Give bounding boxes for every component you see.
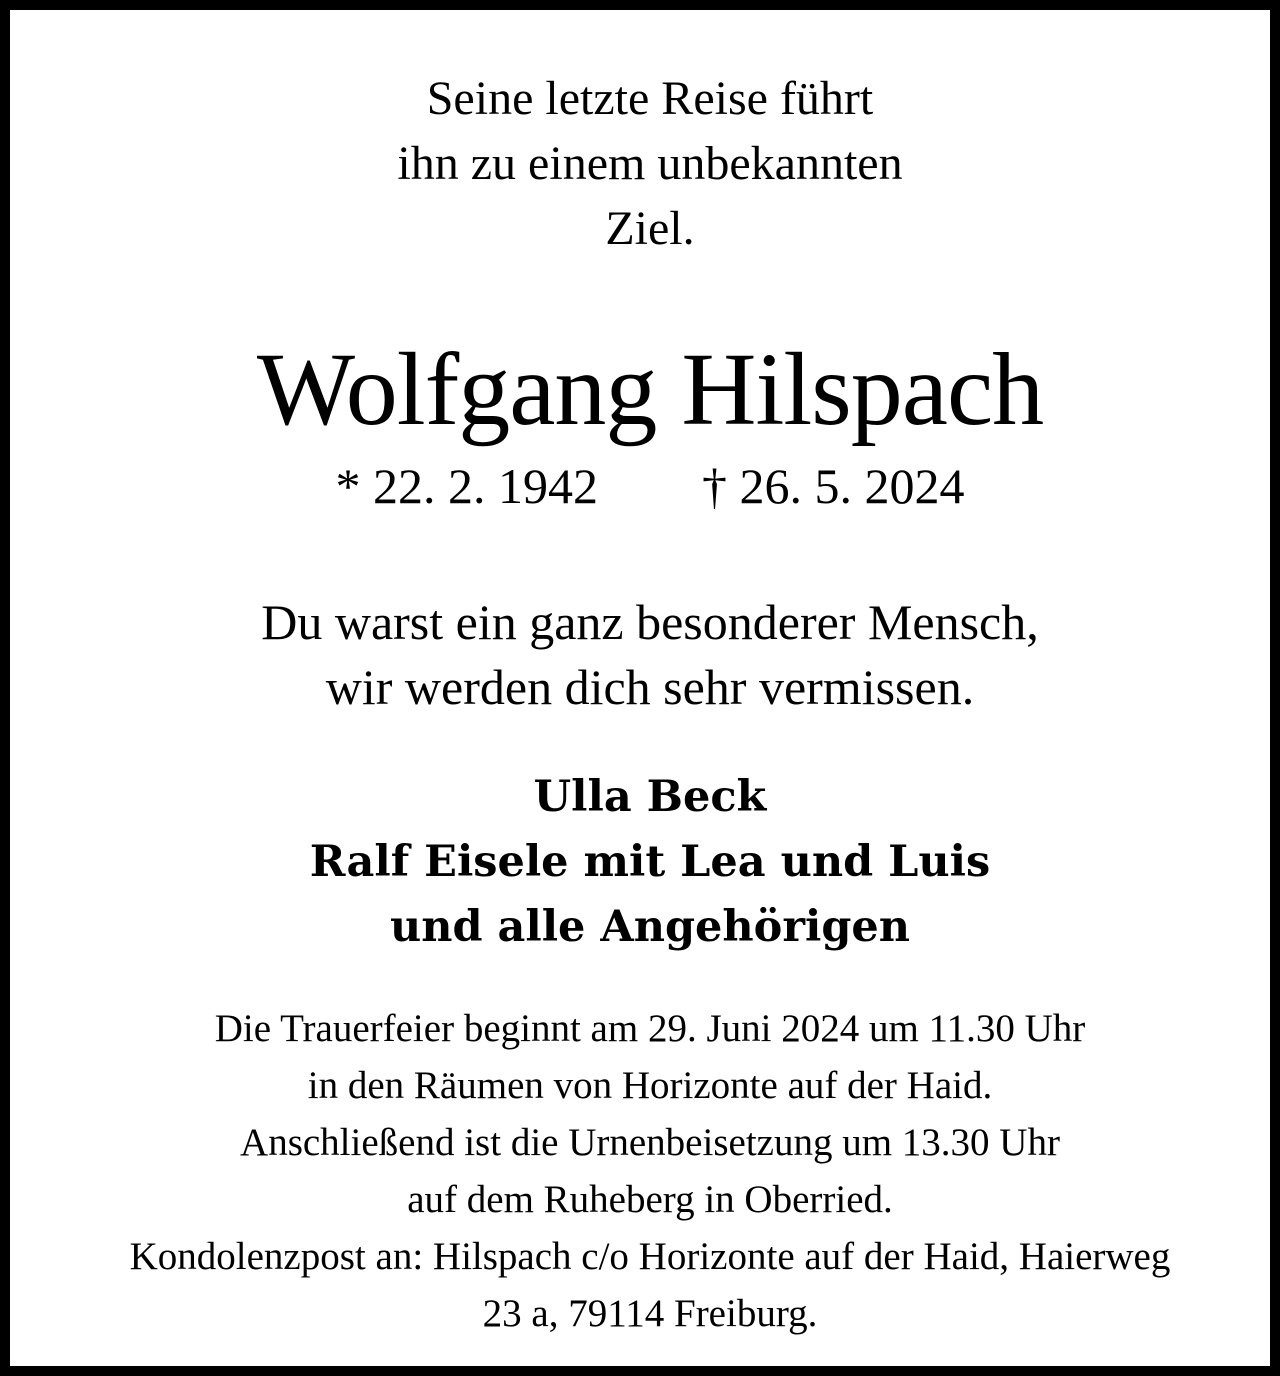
mourner-line: und alle Angehörigen <box>389 902 911 952</box>
memorial-verse <box>20 590 1280 720</box>
mourner-line: Ralf Eisele mit Lea und Luis <box>309 837 991 887</box>
birth-date: * 22. 2. 1942 <box>335 458 598 514</box>
info-line: in den Räumen von Horizonte auf der Haid. <box>307 1064 993 1107</box>
service-information <box>20 1000 1280 1342</box>
info-line: Die Trauerfeier beginnt am 29. Juni 2024 um 11.30 Uhr <box>214 1007 1086 1050</box>
deceased-name: Wolfgang Hilspach <box>256 332 1044 447</box>
life-dates <box>20 456 1280 516</box>
mourners-list <box>20 765 1280 960</box>
info-line: auf dem Ruheberg in Oberried. <box>407 1178 893 1221</box>
mourner-line: Ulla Beck <box>533 772 767 822</box>
motto-line: Ziel. <box>605 202 695 255</box>
verse-line: Du warst ein ganz besonderer Mensch, <box>261 594 1039 650</box>
verse-line: wir werden dich sehr vermissen. <box>325 659 975 715</box>
info-line: 23 a, 79114 Freiburg. <box>482 1292 818 1335</box>
info-line: Kondolenzpost an: Hilspach c/o Horizonte auf der Haid, Haierweg <box>129 1235 1171 1278</box>
motto-line: ihn zu einem unbekannten <box>397 137 903 190</box>
death-date: † 26. 5. 2024 <box>702 458 965 514</box>
info-line: Anschließend ist die Urnenbeisetzung um 13.30 Uhr <box>240 1121 1060 1164</box>
motto-quote <box>20 66 1280 261</box>
motto-line: Seine letzte Reise führt <box>426 72 874 125</box>
